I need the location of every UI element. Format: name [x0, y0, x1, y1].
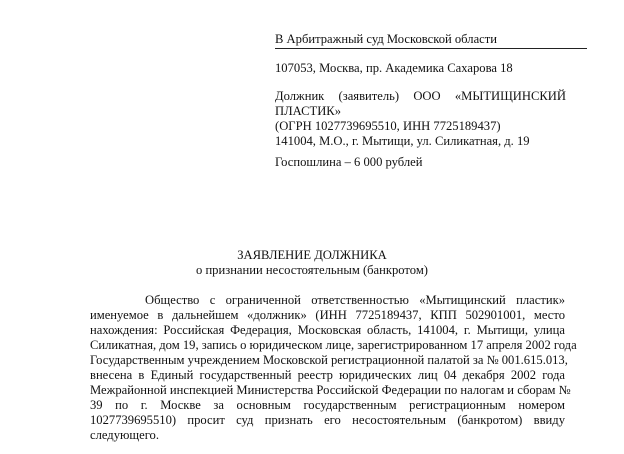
- body-line: Силикатная, дом 19, запись о юридическом лице, зарегистрированном 17 апреля 2002 года: [90, 338, 577, 352]
- debtor-identifiers: (ОГРН 1027739695510, ИНН 7725189437): [275, 119, 501, 133]
- state-fee: Госпошлина – 6 000 рублей: [275, 155, 423, 169]
- body-line-last: следующего.: [90, 428, 159, 442]
- body-line: нахождения: Российская Федерация, Московская область, 141004, г. Мытищи, улица: [90, 323, 565, 337]
- court-address: 107053, Москва, пр. Академика Сахарова 18: [275, 61, 513, 75]
- body-line: внесена в Единый государственный реестр юридических лиц 04 декабря 2002 года: [90, 368, 565, 382]
- document-subtitle: о признании несостоятельным (банкротом): [196, 263, 428, 277]
- body-line: Межрайонной инспекцией Министерства Российской Федерации по налогам и сборам №: [90, 383, 571, 397]
- body-line: 39 по г. Москве за основным государственным регистрационным номером: [90, 398, 565, 412]
- debtor-name-line-2: ПЛАСТИК»: [275, 104, 341, 118]
- body-line: именуемое в дальнейшем «должник» (ИНН 7725189437, КПП 502901001, место: [90, 308, 565, 322]
- body-line: Государственным учреждением Московской регистрационной палатой за № 001.615.013,: [90, 353, 568, 367]
- body-line: Общество с ограниченной ответственностью «Мытищинский пластик»: [145, 293, 565, 307]
- debtor-name-line-1: Должник (заявитель) ООО «МЫТИЩИНСКИЙ: [275, 89, 566, 103]
- debtor-address: 141004, М.О., г. Мытищи, ул. Силикатная, д. 19: [275, 134, 530, 148]
- court-addressee: В Арбитражный суд Московской области: [275, 32, 587, 49]
- document-title: ЗАЯВЛЕНИЕ ДОЛЖНИКА: [237, 248, 387, 262]
- body-line: 1027739695510) просит суд признать его несостоятельным (банкротом) ввиду: [90, 413, 565, 427]
